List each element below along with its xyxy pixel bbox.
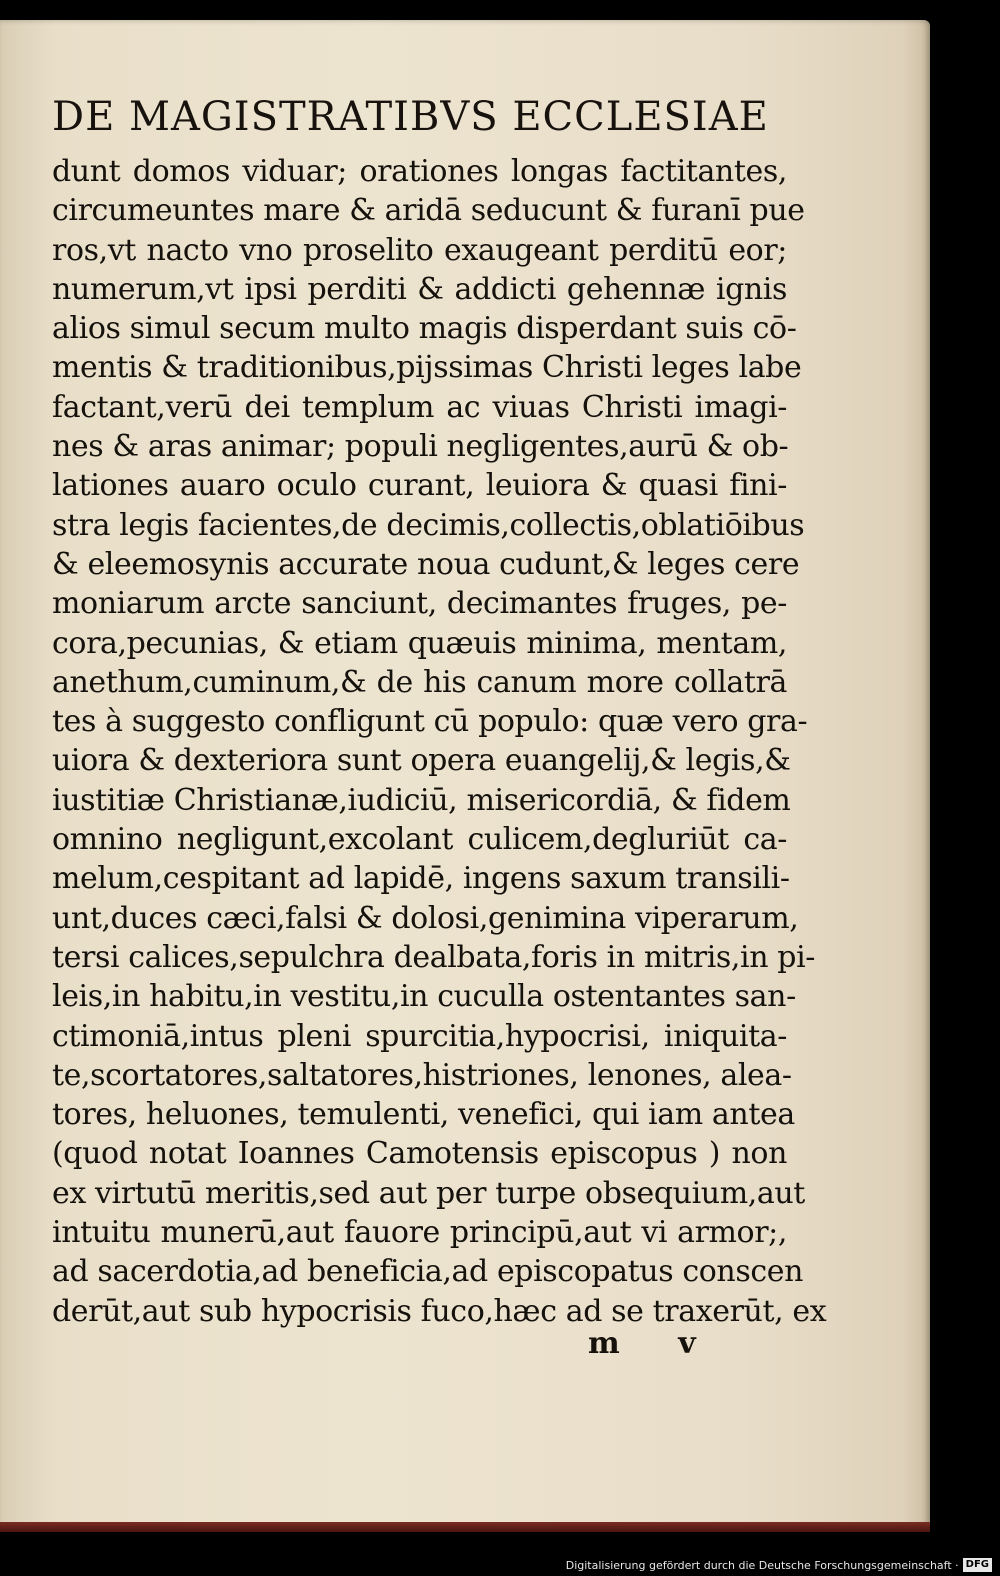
text-line: omnino negligunt,excolant culicem,degluriūt ca- <box>52 822 787 858</box>
text-line: dunt domos viduar; orationes longas factitantes, <box>52 154 787 189</box>
credit-text: Digitalisierung gefördert durch die Deutsche Forschungsgemeinschaft · <box>565 1558 959 1572</box>
text-line: tores, heluones, temulenti, venefici, qui iam antea <box>52 1097 795 1133</box>
text-line: intuitu munerū,aut fauore principū,aut vi armor;, <box>52 1215 787 1251</box>
running-head: DE MAGISTRATIBVS ECCLESIAE <box>52 94 769 140</box>
text-line: leis,in habitu,in vestitu,in cuculla ostentantes san- <box>52 979 796 1015</box>
text-line: moniarum arcte sanciunt, decimantes fruges, pe- <box>52 586 787 622</box>
text-line: (quod notat Ioannes Camotensis episcopus ) non <box>52 1136 787 1172</box>
text-line: ctimoniā,intus pleni spurcitia,hypocrisi, iniquita- <box>52 1018 787 1054</box>
text-line: derūt,aut sub hypocrisis fuco,hæc ad se traxerūt, ex <box>52 1293 827 1329</box>
text-line: circumeuntes mare & aridā seducunt & furanī pue <box>52 193 805 229</box>
text-line: iustitiæ Christianæ,iudiciū, misericordiā, & fidem <box>52 782 791 818</box>
dfg-logo: DFG <box>963 1558 992 1572</box>
page-bottom-edge <box>0 1522 930 1532</box>
text-line: alios simul secum multo magis disperdant suis cō- <box>52 311 797 347</box>
text-line: te,scortatores,saltatores,histriones, lenones, alea- <box>52 1057 792 1093</box>
text-line: anethum,cuminum,& de his canum more collatrā <box>52 664 787 700</box>
digitization-credit <box>566 1558 992 1572</box>
text-line: factant,verū dei templum ac viuas Christi imagi- <box>52 389 787 425</box>
signature-mark: m v <box>588 1326 720 1361</box>
text-line: stra legis facientes,de decimis,collectis,oblatiōibus <box>52 507 805 543</box>
text-line: numerum,vt ipsi perditi & addicti gehennæ ignis <box>52 271 787 307</box>
book-page <box>0 20 930 1530</box>
body-text <box>52 152 827 1331</box>
text-line: & eleemosynis accurate noua cudunt,& leges cere <box>52 546 800 582</box>
text-line: melum,cespitant ad lapidē, ingens saxum transili- <box>52 861 790 897</box>
text-line: tersi calices,sepulchra dealbata,foris in mitris,in pi- <box>52 939 816 975</box>
text-line: ad sacerdotia,ad beneficia,ad episcopatus conscen <box>52 1254 804 1290</box>
text-line: lationes auaro oculo curant, leuiora & quasi fini- <box>52 468 787 504</box>
text-line: cora,pecunias, & etiam quæuis minima, mentam, <box>52 625 787 661</box>
text-line: tes à suggesto confligunt cū populo: quæ vero gra- <box>52 704 808 740</box>
text-line: uiora & dexteriora sunt opera euangelij,& legis,& <box>52 743 791 779</box>
text-line: ros,vt nacto vno proselito exaugeant perditū eor; <box>52 232 787 268</box>
text-line: unt,duces cæci,falsi & dolosi,genimina viperarum, <box>52 900 799 936</box>
text-line: nes & aras animar; populi negligentes,aurū & ob- <box>52 429 789 465</box>
text-line: mentis & traditionibus,pijssimas Christi leges labe <box>52 350 802 386</box>
text-line: ex virtutū meritis,sed aut per turpe obsequium,aut <box>52 1175 805 1211</box>
